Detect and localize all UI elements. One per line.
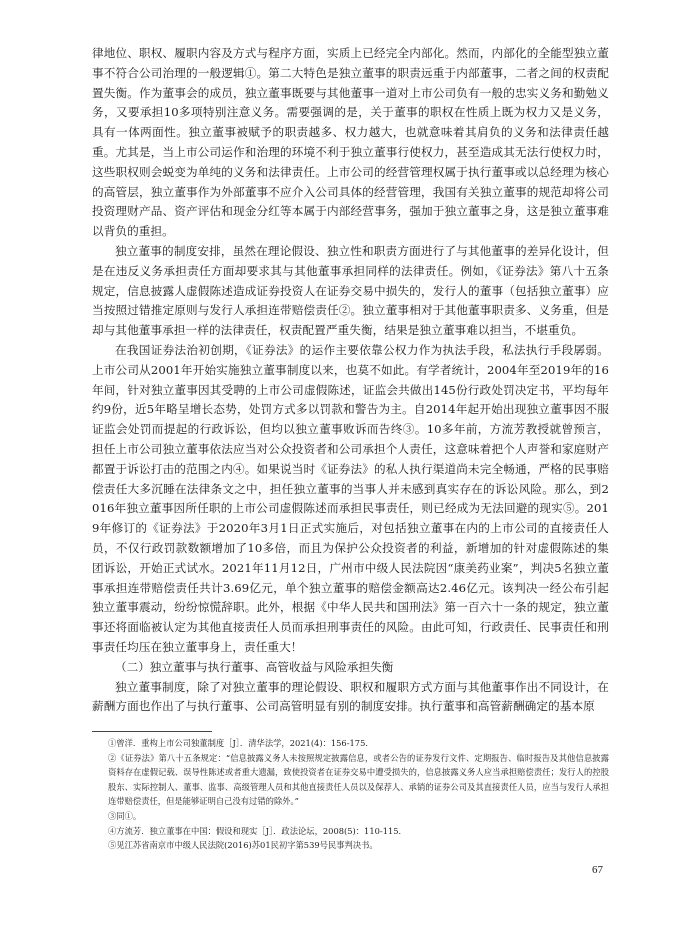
- footnotes: [92, 736, 609, 853]
- paragraph-3: 在我国证券法治初创期，《证券法》的运作主要依靠公权力作为执法手段，私法执行手段孱弱。上市公司从2001年开始实施独立董事制度以来，也莫不如此。有学者统计，2004年至2019年的16年间，针对独立董事因其受聘的上市公司虚假陈述，证监会共做出145份行政处罚决定书，平均每年约9份，近5年略呈增长态势，处罚方式多以罚款和警告为主。自2014年起开始出现独立董事因不服证监会处罚而提起的行政诉讼，但均以独立董事败诉而告终③。10多年前，方流芳教授就曾预言，担任上市公司独立董事依法应当对公众投资者和公司承担个人责任，这意味着把个人声誉和家庭财产都置于诉讼打击的范围之内④。如果说当时《证券法》的私人执行渠道尚未完全畅通，严格的民事赔偿责任大多沉睡在法律条文之中，担任独立董事的当事人并未感到真实存在的诉讼风险。那么，到2016年独立董事因所任职的上市公司虚假陈述而承担民事责任，则已经成为无法回避的现实⑤。2019年修订的《证券法》于2020年3月1日正式实施后，对包括独立董事在内的上市公司的直接责任人员，不仅行政罚款数额增加了10多倍，而且为保护公众投资者的利益，新增加的针对虚假陈述的集团诉讼，开始正式试水。2021年11月12日，广州市中级人民法院因“康美药业案”，判决5名独立董事承担连带赔偿责任共计3.69亿元，单个独立董事的赔偿金额高达2.46亿元。该判决一经公布引起独立董事震动，纷纷惊慌辞职。此外，根据《中华人民共和国刑法》第一百六十一条的规定，独立董事还将面临被认定为其他直接责任人员而承担刑事责任的风险。由此可知，行政责任、民事责任和刑事责任均压在独立董事身上，责任重大！: [92, 342, 609, 654]
- footnote-divider: [92, 731, 212, 732]
- section-heading: （二）独立董事与执行董事、高管收益与风险承担失衡: [115, 659, 394, 674]
- page-number: 67: [592, 864, 603, 876]
- footnote-5: ⑤见江苏省南京市中级人民法院(2016)苏01民初字第539号民事判决书。: [108, 840, 378, 851]
- paragraph-4: 独立董事制度，除了对独立董事的理论假设、职权和履职方式方面与其他董事作出不同设计，在薪酬方面也作出了与执行董事、公司高管明显有别的制度安排。执行董事和高管薪酬确定的基本原: [92, 679, 609, 714]
- paragraph-2: 独立董事的制度安排，虽然在理论假设、独立性和职责方面进行了与其他董事的差异化设计，但是在违反义务承担责任方面却要求其与其他董事承担同样的法律责任。例如，《证券法》第八十五条规定，信息披露人虚假陈述造成证券投资人在证券交易中损失的，发行人的董事（包括独立董事）应当按照过错推定原则与发行人承担连带赔偿责任②。独立董事相对于其他董事职责多、义务重，但是却与其他董事承担一样的法律责任，权责配置严重失衡，结果是独立董事难以担当，不堪重负。: [92, 243, 609, 338]
- paragraph-1: 律地位、职权、履职内容及方式与程序方面，实质上已经完全内部化。然而，内部化的全能型独立董事不符合公司治理的一般逻辑①。第二大特色是独立董事的职责远重于内部董事，二者之间的权责配置失衡。作为董事会的成员，独立董事既要与其他董事一道对上市公司负有一般的忠实义务和勤勉义务，又要承担10多项特别注意义务。需要强调的是，关于董事的职权在性质上既为权力又是义务，具有一体两面性。独立董事被赋予的职责越多、权力越大，也就意味着其肩负的义务和法律责任越重。尤其是，当上市公司运作和治理的环境不利于独立董事行使权力，甚至造成其无法行使权力时，这些职权则会蜕变为单纯的义务和法律责任。上市公司的经营管理权属于执行董事或以总经理为核心的高管层，独立董事作为外部董事不应介入公司具体的经营管理，我国有关独立董事的规范却将公司投资理财产品、资产评估和现金分红等本属于内部经营事务，强加于独立董事之身，这是独立董事难以背负的重担。: [92, 46, 609, 239]
- footnote-2: ②《证券法》第八十五条规定：“信息披露义务人未按照规定披露信息，或者公告的证券发行文件、定期报告、临时报告及其他信息披露资料存在虚假记载、误导性陈述或者重大遗漏，致使投资者在证券交易中遭受损失的，信息披露义务人应当承担赔偿责任；发行人的控股股东、实际控制人、董事、监事、高级管理人员和其他直接责任人员以及保荐人、承销的证券公司及其直接责任人员，应当与发行人承担连带赔偿责任，但是能够证明自己没有过错的除外。”: [108, 752, 609, 807]
- main-text: [92, 44, 609, 717]
- footnote-4: ④方流芳．独立董事在中国：假设和现实［J］．政法论坛，2008(5)：110-115．: [108, 825, 407, 836]
- footnote-3: ③同①。: [108, 810, 142, 821]
- footnote-1: ①曾洋．重构上市公司独董制度［J］．清华法学，2021(4)：156-175．: [108, 738, 374, 748]
